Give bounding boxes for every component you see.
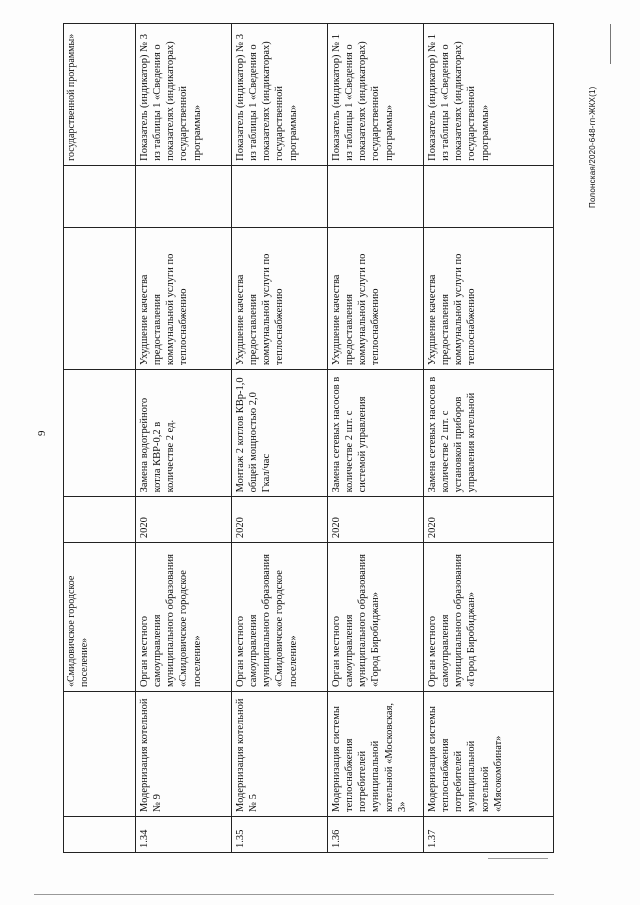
cell-measure-name: Модернизация котельной № 9 bbox=[136, 692, 232, 817]
cell-indicator: Показатель (индикатор) № 3 из таблицы 1 «Сведения о показателях (индикаторах) государственной программы» bbox=[232, 24, 328, 166]
cell-executor-continuation: «Смидовичское городское поселение» bbox=[64, 543, 136, 692]
cell-executor: Орган местного самоуправления муниципального образования «Город Биробиджан» bbox=[424, 543, 554, 692]
cell-indicator-continuation: государственной программы» bbox=[64, 24, 136, 166]
cell-indicator: Показатель (индикатор) № 1 из таблицы 1 «Сведения о показателях (индикаторах) государственной программы» bbox=[328, 24, 424, 166]
cell-executor: Орган местного самоуправления муниципального образования «Город Биробиджан» bbox=[328, 543, 424, 692]
cell-year: 2020 bbox=[424, 497, 554, 543]
cell-empty bbox=[64, 497, 136, 543]
cell-year: 2020 bbox=[328, 497, 424, 543]
document-code: Полонская/2020-648-гп-ЖКХ(1) bbox=[588, 86, 597, 208]
cell-indicator: Показатель (индикатор) № 3 из таблицы 1 «Сведения о показателях (индикаторах) государственной программы» bbox=[136, 24, 232, 166]
cell-risk: Ухудшение качества предоставления коммунальной услуги по теплоснабжению bbox=[424, 228, 554, 370]
cell-row-number: 1.34 bbox=[136, 816, 232, 852]
cell-empty bbox=[64, 165, 136, 227]
cell-row-number: 1.35 bbox=[232, 816, 328, 852]
table-row bbox=[136, 24, 232, 853]
cell-risk: Ухудшение качества предоставления коммунальной услуги по теплоснабжению bbox=[328, 228, 424, 370]
program-measures-table bbox=[63, 23, 554, 853]
cell-year: 2020 bbox=[232, 497, 328, 543]
table-row-continuation bbox=[64, 24, 136, 853]
footer-rule-long bbox=[34, 894, 554, 895]
cell-empty bbox=[64, 816, 136, 852]
cell-year: 2020 bbox=[136, 497, 232, 543]
cell-empty bbox=[424, 165, 554, 227]
cell-indicator: Показатель (индикатор) № 1 из таблицы 1 «Сведения о показателях (индикаторах) государственной программы» bbox=[424, 24, 554, 166]
cell-executor: Орган местного самоуправления муниципального образования «Смидовичское городское поселение» bbox=[232, 543, 328, 692]
cell-executor: Орган местного самоуправления муниципального образования «Смидовичское городское поселение» bbox=[136, 543, 232, 692]
cell-action: Замена водогрейного котла КВР-0,2 в количестве 2 ед. bbox=[136, 370, 232, 497]
scan-edge-mark bbox=[610, 24, 611, 64]
table-row bbox=[424, 24, 554, 853]
cell-measure-name: Модернизация системы теплоснабжения потребителей муниципальной котельной «Мясокомбинат» bbox=[424, 692, 554, 817]
cell-action: Замена сетевых насосов в количестве 2 шт. с системой управления bbox=[328, 370, 424, 497]
cell-row-number: 1.37 bbox=[424, 816, 554, 852]
footer-rule-short bbox=[488, 858, 548, 859]
cell-risk: Ухудшение качества предоставления коммунальной услуги по теплоснабжению bbox=[136, 228, 232, 370]
page-number: 9 bbox=[36, 430, 48, 436]
table-row bbox=[232, 24, 328, 853]
cell-empty bbox=[64, 692, 136, 817]
cell-action: Замена сетевых насосов в количестве 2 шт. с установкой приборов управления котельной bbox=[424, 370, 554, 497]
cell-row-number: 1.36 bbox=[328, 816, 424, 852]
cell-empty bbox=[136, 165, 232, 227]
cell-empty bbox=[232, 165, 328, 227]
table-row bbox=[328, 24, 424, 853]
cell-empty bbox=[64, 370, 136, 497]
cell-measure-name: Модернизация котельной № 5 bbox=[232, 692, 328, 817]
rotated-table-container bbox=[63, 23, 553, 853]
cell-action: Монтаж 2 котлов КВр-1,0 общей мощностью 2,0 Гкал/час bbox=[232, 370, 328, 497]
cell-risk: Ухудшение качества предоставления коммунальной услуги по теплоснабжению bbox=[232, 228, 328, 370]
cell-empty bbox=[64, 228, 136, 370]
cell-measure-name: Модернизация системы теплоснабжения потребителей муниципальной котельной «Московская, 3» bbox=[328, 692, 424, 817]
cell-empty bbox=[328, 165, 424, 227]
